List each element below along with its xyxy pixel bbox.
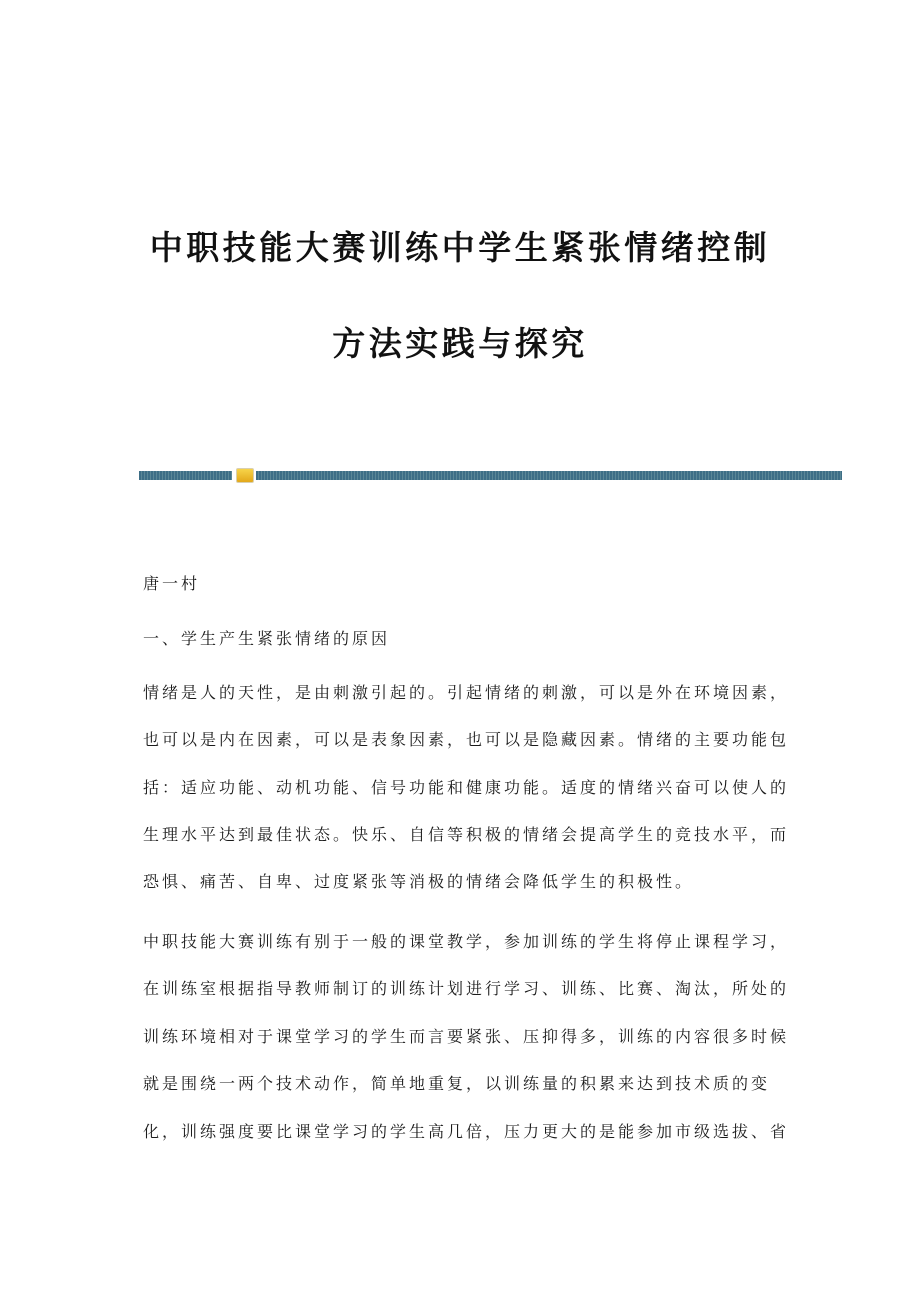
divider-left [139, 471, 232, 480]
divider-right [256, 471, 842, 480]
title-line-1: 中职技能大赛训练中学生紧张情绪控制 [149, 228, 771, 267]
paragraph-line: 化，训练强度要比课堂学习的学生高几倍，压力更大的是能参加市级选拔、省 [143, 1122, 790, 1141]
section-heading: 一、学生产生紧张情绪的原因 [143, 629, 391, 648]
paragraph-line: 情绪是人的天性，是由刺激引起的。引起情绪的刺激，可以是外在环境因素， [143, 683, 790, 702]
paragraph-line: 括：适应功能、动机功能、信号功能和健康功能。适度的情绪兴奋可以使人的 [143, 778, 790, 797]
paragraph-line: 恐惧、痛苦、自卑、过度紧张等消极的情绪会降低学生的积极性。 [143, 872, 695, 891]
paragraph-line: 生理水平达到最佳状态。快乐、自信等积极的情绪会提高学生的竞技水平，而 [143, 825, 790, 844]
paragraph-line: 就是围绕一两个技术动作，简单地重复，以训练量的积累来达到技术质的变 [143, 1074, 771, 1093]
title-line-2: 方法实践与探究 [332, 324, 588, 363]
paragraph-line: 在训练室根据指导教师制订的训练计划进行学习、训练、比赛、淘汰，所处的 [143, 979, 790, 998]
paragraph-line: 训练环境相对于课堂学习的学生而言要紧张、压抑得多，训练的内容很多时候 [143, 1027, 790, 1046]
author: 唐一村 [143, 574, 201, 593]
paragraph-line: 中职技能大赛训练有别于一般的课堂教学，参加训练的学生将停止课程学习， [143, 932, 790, 951]
envelope-icon [236, 468, 254, 483]
paragraph-line: 也可以是内在因素，可以是表象因素，也可以是隐藏因素。情绪的主要功能包 [143, 730, 790, 749]
